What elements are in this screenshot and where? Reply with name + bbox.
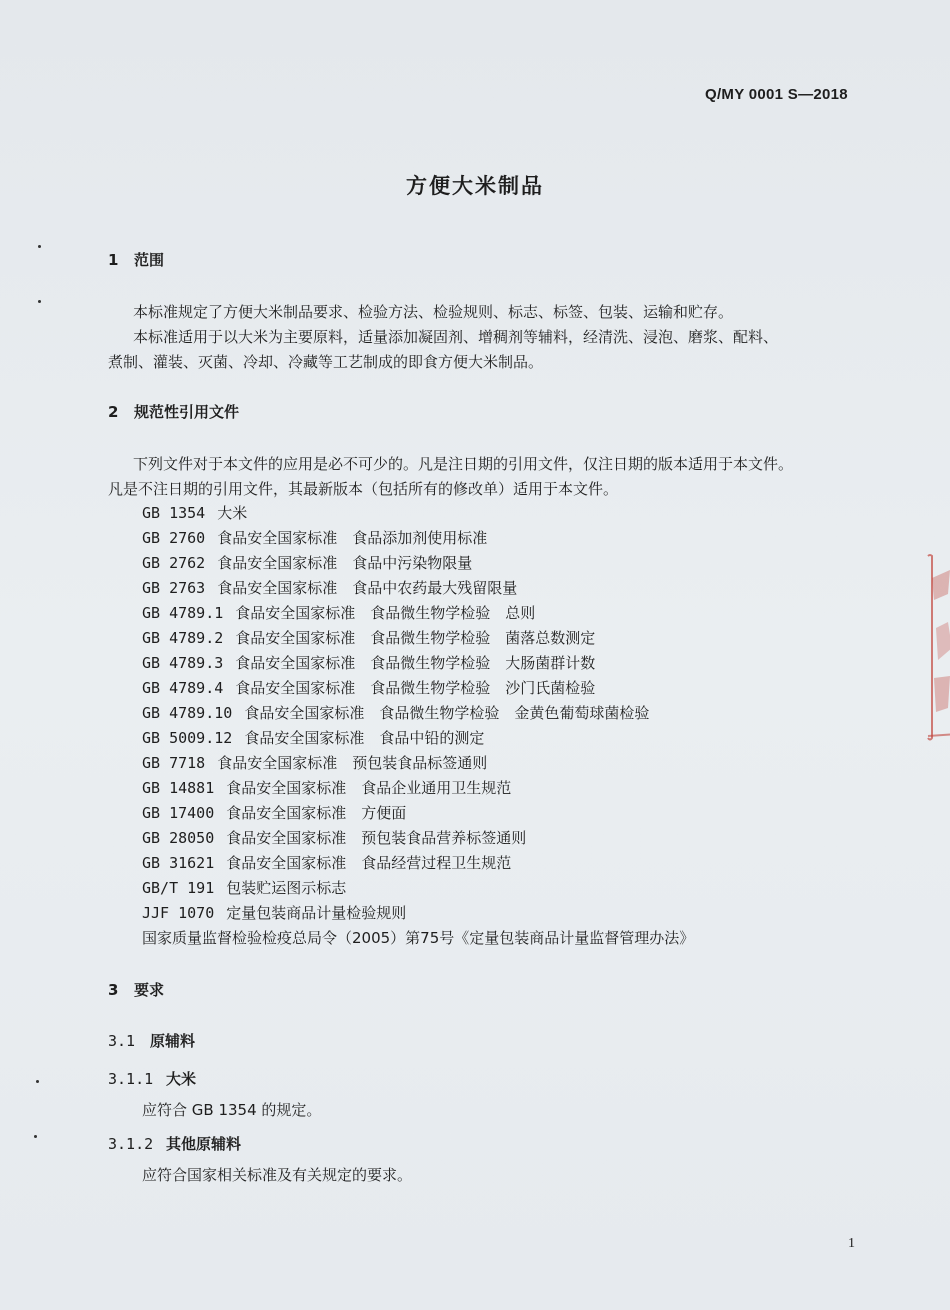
scan-mark [36, 1080, 39, 1083]
scan-mark [38, 245, 41, 248]
reference-code: GB 5009.12 [142, 729, 233, 747]
reference-title: 包装贮运图示标志 [226, 879, 347, 897]
reference-title: 食品安全国家标准 食品微生物学检验 总则 [235, 604, 536, 622]
reference-title: 食品安全国家标准 食品微生物学检验 沙门氏菌检验 [235, 679, 596, 697]
reference-item [142, 777, 511, 798]
reference-item [142, 927, 694, 948]
reference-code: GB 7718 [142, 754, 206, 772]
reference-item [142, 877, 346, 898]
reference-title: 食品安全国家标准 预包装食品标签通则 [217, 754, 488, 772]
reference-title: 食品安全国家标准 食品微生物学检验 大肠菌群计数 [235, 654, 596, 672]
reference-item [142, 852, 511, 873]
reference-item [142, 552, 472, 573]
section-3-1-2-text: 应符合国家相关标准及有关规定的要求。 [142, 1166, 413, 1184]
reference-code: GB 28050 [142, 829, 215, 847]
section-2-para: 下列文件对于本文件的应用是必不可少的。凡是注日期的引用文件，仅注日期的版本适用于本文件。 [133, 455, 794, 473]
reference-item [142, 727, 484, 748]
reference-title: 食品安全国家标准 方便面 [226, 804, 407, 822]
reference-code: GB 4789.1 [142, 604, 224, 622]
reference-item [142, 802, 406, 823]
section-1-para-2-cont: 煮制、灌装、灭菌、冷却、冷藏等工艺制成的即食方便大米制品。 [108, 353, 544, 371]
reference-item [142, 527, 487, 548]
reference-item [142, 702, 649, 723]
reference-item [142, 902, 406, 923]
reference-code: GB 2763 [142, 579, 206, 597]
section-3-1-2-heading: 3.1.2 其他原辅料 [108, 1135, 242, 1153]
reference-item [142, 577, 517, 598]
reference-item [142, 627, 595, 648]
reference-title: 食品安全国家标准 食品添加剂使用标准 [217, 529, 488, 547]
section-3-1-1-heading: 3.1.1 大米 [108, 1070, 197, 1088]
reference-item [142, 752, 487, 773]
section-3-heading: 3 要求 [108, 981, 165, 999]
section-3-1-heading: 3.1 原辅料 [108, 1032, 196, 1050]
reference-item [142, 502, 247, 523]
scan-mark [38, 300, 41, 303]
reference-code: GB 4789.4 [142, 679, 224, 697]
reference-title: 食品安全国家标准 食品微生物学检验 金黄色葡萄球菌检验 [244, 704, 650, 722]
reference-item [142, 677, 595, 698]
reference-title: 食品安全国家标准 预包装食品营养标签通则 [226, 829, 527, 847]
reference-title: 食品安全国家标准 食品中铅的测定 [244, 729, 485, 747]
reference-code: GB 17400 [142, 804, 215, 822]
red-seal-stamp [918, 548, 950, 748]
document-title: 方便大米制品 [406, 174, 544, 198]
reference-code: GB 2760 [142, 529, 206, 547]
reference-code: GB 14881 [142, 779, 215, 797]
reference-item [142, 827, 526, 848]
reference-code: GB 4789.3 [142, 654, 224, 672]
reference-code: GB/T 191 [142, 879, 215, 897]
reference-code: GB 31621 [142, 854, 215, 872]
reference-title: 定量包装商品计量检验规则 [226, 904, 407, 922]
reference-item [142, 602, 535, 623]
reference-item [142, 652, 595, 673]
section-3-1-1-text: 应符合 GB 1354 的规定。 [142, 1101, 322, 1119]
reference-code: GB 4789.10 [142, 704, 233, 722]
page-number: 1 [848, 1236, 855, 1251]
reference-title: 食品安全国家标准 食品经营过程卫生规范 [226, 854, 512, 872]
standard-code: Q/MY 0001 S—2018 [705, 86, 848, 103]
reference-title: 食品安全国家标准 食品微生物学检验 菌落总数测定 [235, 629, 596, 647]
section-2-heading: 2 规范性引用文件 [108, 403, 240, 421]
reference-title: 食品安全国家标准 食品中污染物限量 [217, 554, 473, 572]
reference-code: JJF 1070 [142, 904, 215, 922]
section-1-para-1: 本标准规定了方便大米制品要求、检验方法、检验规则、标志、标签、包装、运输和贮存。 [133, 303, 734, 321]
reference-code: GB 2762 [142, 554, 206, 572]
reference-title: 食品安全国家标准 食品中农药最大残留限量 [217, 579, 518, 597]
reference-code: GB 1354 [142, 504, 206, 522]
section-1-para-2: 本标准适用于以大米为主要原料，适量添加凝固剂、增稠剂等辅料，经清洗、浸泡、磨浆、配料、 [133, 328, 779, 346]
scan-mark [34, 1135, 37, 1138]
section-2-para-cont: 凡是不注日期的引用文件，其最新版本（包括所有的修改单）适用于本文件。 [108, 480, 619, 498]
section-1-heading: 1 范围 [108, 251, 165, 269]
reference-title: 大米 [217, 504, 248, 522]
reference-code: GB 4789.2 [142, 629, 224, 647]
reference-title: 食品安全国家标准 食品企业通用卫生规范 [226, 779, 512, 797]
reference-title: 国家质量监督检验检疫总局令（2005）第75号《定量包装商品计量监督管理办法》 [142, 929, 695, 947]
